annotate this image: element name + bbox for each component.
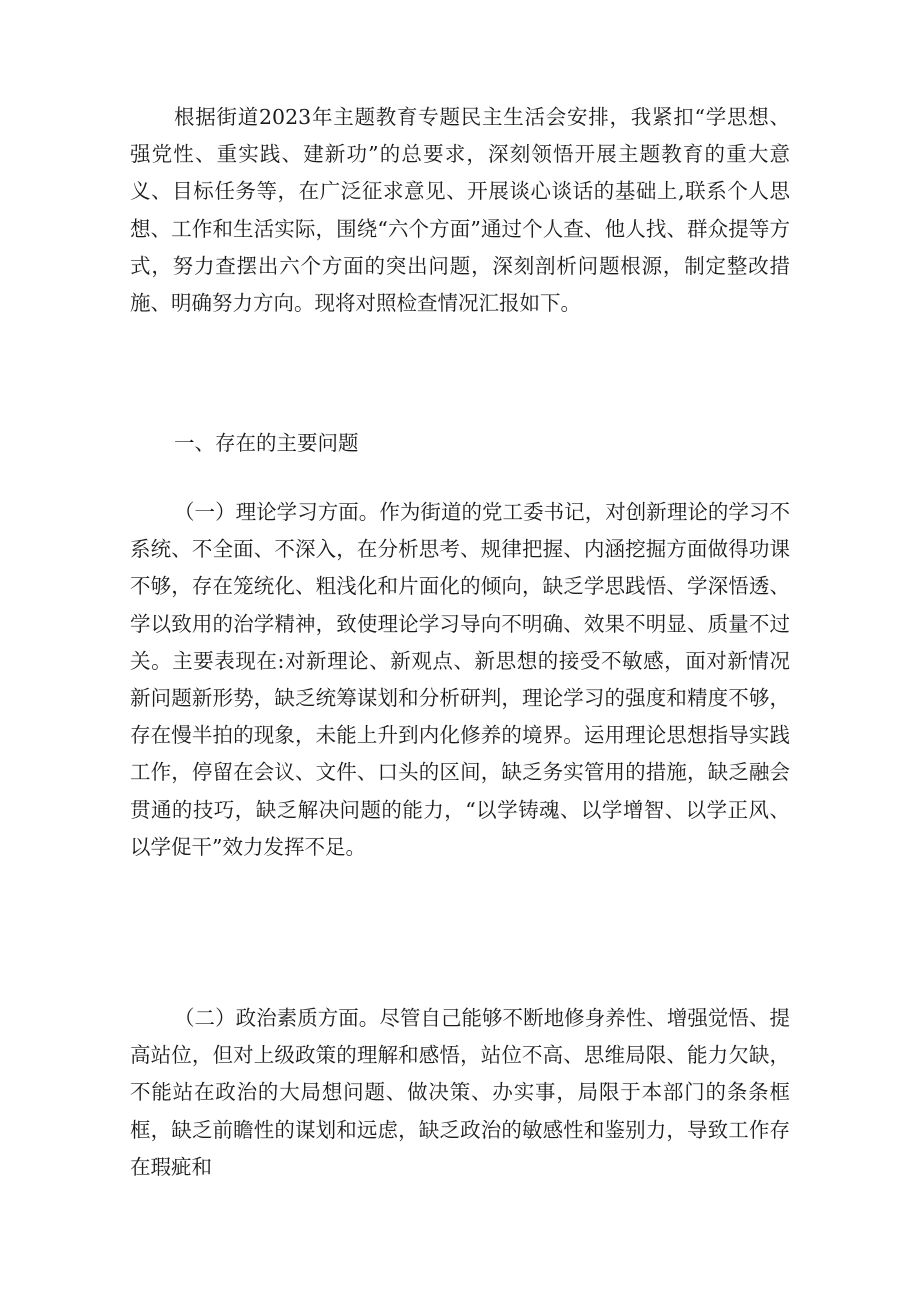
political-quality-paragraph: （二）政治素质方面。尽管自己能够不断地修身养性、增强觉悟、提高站位，但对上级政策的理解和感悟，站位不高、思维局限、能力欠缺，不能站在政治的大局想问题、做决策、办实事，局限于本部门的条条框框，缺乏前瞻性的谋划和远虑，缺乏政治的敏感性和鉴别力，导致工作存在瑕疵和: [130, 1006, 790, 1179]
theory-study-paragraph: （一）理论学习方面。作为街道的党工委书记，对创新理论的学习不系统、不全面、不深入，在分析思考、规律把握、内涵挖掘方面做得功课不够，存在笼统化、粗浅化和片面化的倾向，缺乏学思践悟、学深悟透、学以致用的治学精神，致使理论学习导向不明确、效果不明显、质量不过关。主要表现在:对新理论、新观点、新思想的接受不敏感，面对新情况新问题新形势，缺乏统筹谋划和分析研判，理论学习的强度和精度不够，存在慢半拍的现象，未能上升到内化修养的境界。运用理论思想指导实践工作，停留在会议、文件、口头的区间，缺乏务实管用的措施，缺乏融会贯通的技巧，缺乏解决问题的能力，“以学铸魂、以学增智、以学正风、以学促干”效力发挥不足。: [130, 500, 790, 859]
intro-paragraph: 根据街道2023年主题教育专题民主生活会安排，我紧扣“学思想、强党性、重实践、建新功”的总要求，深刻领悟开展主题教育的重大意义、目标任务等，在广泛征求意见、开展谈心谈话的基础上,联系个人思想、工作和生活实际，围绕“六个方面”通过个人查、他人找、群众提等方式，努力查摆出六个方面的突出问题，深刻剖析问题根源，制定整改措施、明确努力方向。现将对照检查情况汇报如下。: [130, 105, 790, 316]
section-heading: 一、存在的主要问题: [174, 431, 359, 455]
